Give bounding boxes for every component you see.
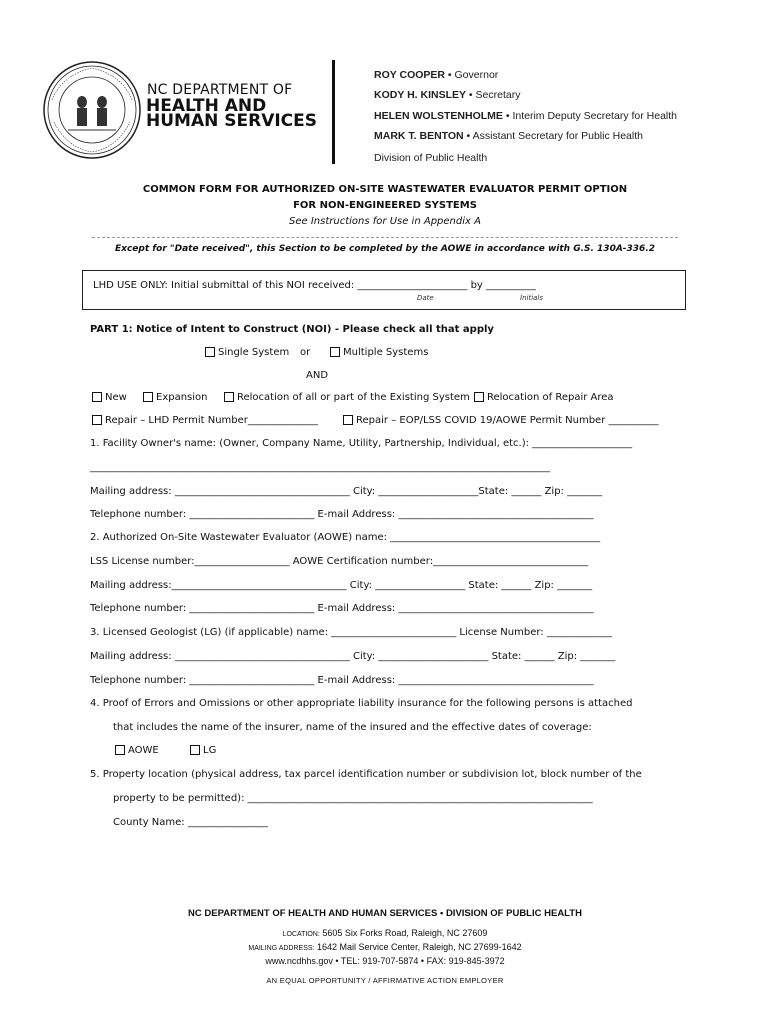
form-instructions: See Instructions for Use in Appendix A bbox=[289, 216, 481, 227]
lhd-date-caption: Date bbox=[417, 294, 434, 302]
single-system-checkbox[interactable] bbox=[205, 347, 215, 357]
aowe-option[interactable]: AOWE bbox=[115, 745, 159, 756]
footer-dept: NC DEPARTMENT OF HEALTH AND HUMAN SERVICES • DIVISION OF PUBLIC HEALTH bbox=[188, 908, 582, 919]
lhd-initials-caption: Initials bbox=[520, 294, 544, 302]
single-system-option[interactable]: Single System bbox=[205, 347, 289, 358]
and-label: AND bbox=[306, 370, 329, 381]
official-secretary: KODY H. KINSLEY • Secretary bbox=[374, 89, 521, 101]
multiple-systems-checkbox[interactable] bbox=[330, 347, 340, 357]
lg-checkbox[interactable] bbox=[190, 745, 200, 755]
aowe-telephone-email-field[interactable]: Telephone number: _________________________ E-mail Address: _______________________________________ bbox=[90, 603, 594, 614]
repair-eop-option[interactable]: Repair – EOP/LSS COVID 19/AOWE Permit Number __________ bbox=[343, 415, 659, 426]
expansion-checkbox[interactable] bbox=[143, 392, 153, 402]
part1-heading: PART 1: Notice of Intent to Construct (NOI) - Please check all that apply bbox=[90, 324, 494, 335]
dept-name-line1: NC DEPARTMENT OF bbox=[147, 82, 293, 98]
q4-insurance-text-cont: that includes the name of the insurer, name of the insured and the effective dates of coverage: bbox=[113, 722, 592, 733]
multiple-systems-option[interactable]: Multiple Systems bbox=[330, 347, 428, 358]
lss-aowe-license-field[interactable]: LSS License number:___________________ AOWE Certification number:_______________________________ bbox=[90, 556, 589, 567]
footer-location: LOCATION: 5605 Six Forks Road, Raleigh, NC 27609 bbox=[282, 928, 488, 938]
lg-telephone-email-field[interactable]: Telephone number: _________________________ E-mail Address: _______________________________________ bbox=[90, 675, 594, 686]
lg-mailing-address-field[interactable]: Mailing address: ___________________________________ City: ______________________ State: ______ Zip: _______ bbox=[90, 651, 616, 662]
repair-eop-checkbox[interactable] bbox=[343, 415, 353, 425]
form-title-line1: COMMON FORM FOR AUTHORIZED ON-SITE WASTEWATER EVALUATOR PERMIT OPTION bbox=[142, 184, 628, 195]
relocation-option[interactable]: Relocation of all or part of the Existing System bbox=[224, 392, 470, 403]
q4-insurance-text: 4. Proof of Errors and Omissions or other appropriate liability insurance for the following persons is attached bbox=[90, 698, 633, 709]
relocation-repair-checkbox[interactable] bbox=[474, 392, 484, 402]
q2-aowe-name-field[interactable]: 2. Authorized On-Site Wastewater Evaluator (AOWE) name: __________________________________________ bbox=[90, 532, 601, 543]
relocation-checkbox[interactable] bbox=[224, 392, 234, 402]
dept-name-line3: HUMAN SERVICES bbox=[146, 111, 318, 131]
expansion-option[interactable]: Expansion bbox=[143, 392, 208, 403]
dashed-divider bbox=[92, 237, 678, 238]
aowe-checkbox[interactable] bbox=[115, 745, 125, 755]
property-field[interactable]: property to be permitted): _____________________________________________________________________ bbox=[113, 793, 593, 804]
division-name: Division of Public Health bbox=[374, 152, 488, 164]
official-governor: ROY COOPER • Governor bbox=[374, 69, 499, 81]
form-title-line2: FOR NON-ENGINEERED SYSTEMS bbox=[293, 200, 477, 211]
relocation-repair-option[interactable]: Relocation of Repair Area bbox=[474, 392, 614, 403]
official-deputy-secretary: HELEN WOLSTENHOLME • Interim Deputy Secretary for Health bbox=[374, 110, 678, 122]
footer-eoe: AN EQUAL OPPORTUNITY / AFFIRMATIVE ACTION EMPLOYER bbox=[266, 976, 504, 985]
new-option[interactable]: New bbox=[92, 392, 127, 403]
or-label: or bbox=[300, 347, 311, 358]
nc-state-seal-logo bbox=[42, 60, 142, 160]
footer-mailing: MAILING ADDRESS: 1642 Mail Service Center, Raleigh, NC 27699-1642 bbox=[248, 942, 522, 952]
q1-owner-name-field[interactable]: 1. Facility Owner's name: (Owner, Company Name, Utility, Partnership, Individual, etc.): ____________________ bbox=[90, 438, 633, 449]
except-note: Except for "Date received", this Section to be completed by the AOWE in accordance with G.S. 130A-336.2 bbox=[114, 244, 656, 254]
repair-lhd-checkbox[interactable] bbox=[92, 415, 102, 425]
official-assistant-secretary: MARK T. BENTON • Assistant Secretary for Public Health bbox=[374, 130, 643, 142]
q1-continuation-line[interactable]: ____________________________________________________________________________________________ bbox=[90, 462, 550, 473]
header-divider bbox=[332, 60, 335, 164]
owner-mailing-address-field[interactable]: Mailing address: ___________________________________ City: ____________________State: ______ Zip: _______ bbox=[90, 486, 603, 497]
new-checkbox[interactable] bbox=[92, 392, 102, 402]
county-name-field[interactable]: County Name: ________________ bbox=[113, 817, 268, 828]
owner-telephone-email-field[interactable]: Telephone number: _________________________ E-mail Address: _______________________________________ bbox=[90, 509, 594, 520]
dept-name-line2: HEALTH AND bbox=[146, 96, 267, 116]
q3-geologist-field[interactable]: 3. Licensed Geologist (LG) (if applicable) name: _________________________ License Number: _____________ bbox=[90, 627, 612, 638]
lg-option[interactable]: LG bbox=[190, 745, 216, 756]
q5-property-location-text: 5. Property location (physical address, tax parcel identification number or subdivision lot, block number of the bbox=[90, 769, 642, 780]
aowe-mailing-address-field[interactable]: Mailing address:___________________________________ City: __________________ State: ______ Zip: _______ bbox=[90, 580, 593, 591]
repair-lhd-option[interactable]: Repair – LHD Permit Number______________ bbox=[92, 415, 318, 426]
lhd-received-field[interactable]: LHD USE ONLY: Initial submittal of this NOI received: ______________________ by __________ bbox=[93, 280, 537, 291]
footer-contact: www.ncdhhs.gov • TEL: 919-707-5874 • FAX: 919-845-3972 bbox=[265, 956, 505, 966]
